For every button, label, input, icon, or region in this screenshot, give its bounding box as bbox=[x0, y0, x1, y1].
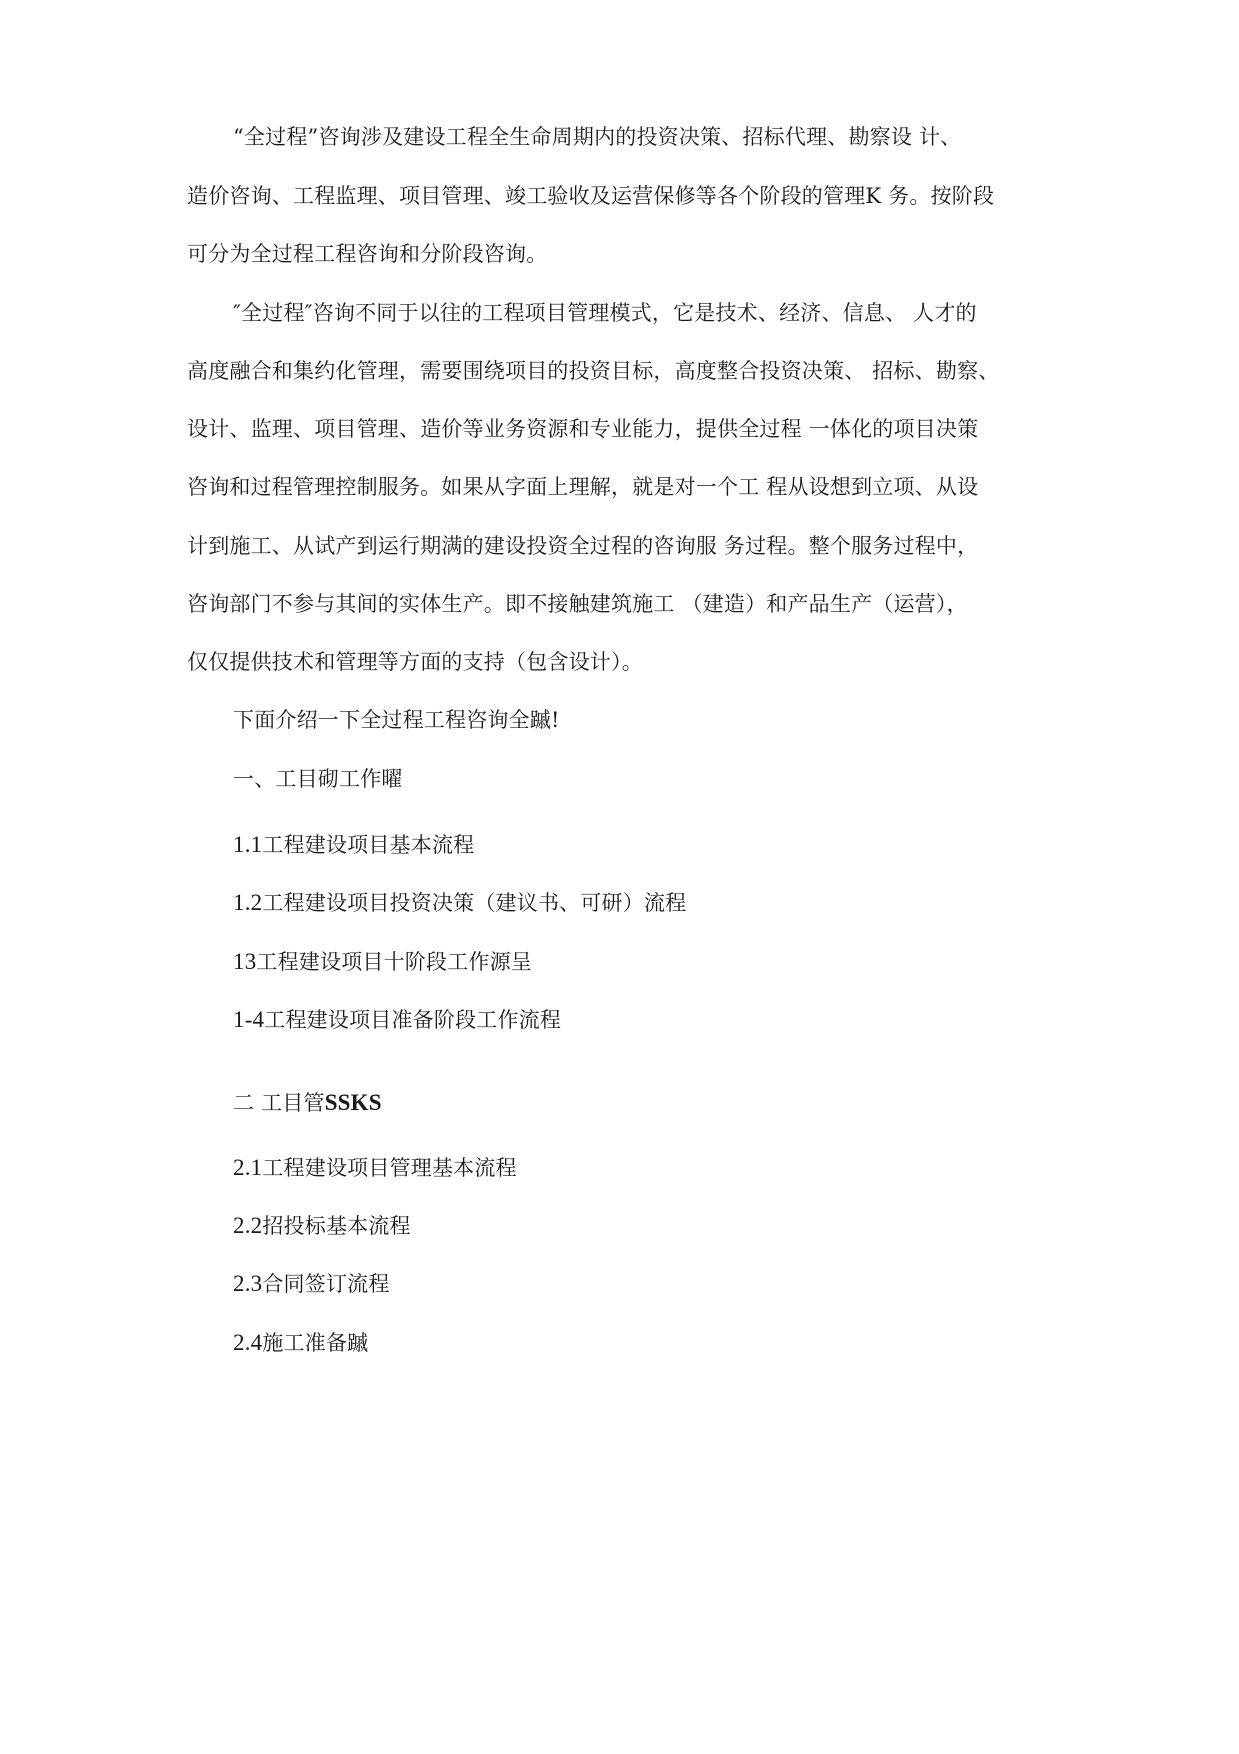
item-text: 工程建设项目准备阶段工作流程 bbox=[264, 1008, 562, 1032]
section1-item-2 bbox=[233, 890, 686, 916]
section2-heading-latin: SSKS bbox=[324, 1090, 382, 1115]
section2-heading bbox=[233, 1090, 382, 1116]
item-number: 13 bbox=[233, 949, 257, 974]
section1-item-4 bbox=[233, 1007, 561, 1033]
paragraph2-line-3: 设计、监理、项目管理、造价等业务资源和专业能力，提供全过程 一体化的项目决策 bbox=[187, 417, 979, 441]
section1-item-1 bbox=[233, 832, 474, 858]
paragraph2-line-1: ″全过程″咨询不同于以往的工程项目管理模式，它是技术、经济、信息、 人才的 bbox=[233, 301, 977, 325]
item-text: 招投标基本流程 bbox=[262, 1214, 411, 1238]
item-number: 2.2 bbox=[233, 1213, 263, 1238]
item-text: 施工准备䠞 bbox=[262, 1331, 369, 1355]
section1-item-3 bbox=[233, 949, 532, 975]
item-number: 2.4 bbox=[233, 1330, 263, 1355]
intro-text: 下面介绍一下全过程工程咨询全䠞! bbox=[233, 708, 560, 732]
item-number: 2.1 bbox=[233, 1155, 263, 1180]
item-number: 1.2 bbox=[233, 890, 263, 915]
paragraph2-line-2: 高度融合和集约化管理，需要围绕项目的投资目标，高度整合投资决策、 招标、勘察、 bbox=[187, 359, 1000, 383]
paragraph2-line-4: 咨询和过程管理控制服务。如果从字面上理解，就是对一个工 程从设想到立项、从设 bbox=[187, 475, 979, 499]
paragraph1-line-2: 造价咨询、工程监理、项目管理、竣工验收及运营保修等各个阶段的管理K 务。按阶段 bbox=[187, 184, 995, 208]
paragraph1-line-1: “全过程”咨询涉及建设工程全生命周期内的投资决策、招标代理、勘察设 计、 bbox=[233, 125, 962, 149]
section2-item-1 bbox=[233, 1155, 517, 1181]
paragraph2-line-7: 仅仅提供技术和管理等方面的支持（包含设计）。 bbox=[187, 650, 643, 674]
paragraph2-line-6: 咨询部门不参与其间的实体生产。即不接触建筑施工 （建造）和产品生产（运营）， bbox=[187, 592, 968, 616]
item-text: 工程建设项目基本流程 bbox=[262, 833, 475, 857]
paragraph2-line-5: 计到施工、从试产到运行期满的建设投资全过程的咨询服 务过程。整个服务过程中， bbox=[187, 534, 979, 558]
item-text: 工程建设项目投资决策（建议书、可研）流程 bbox=[262, 891, 687, 915]
section2-item-4 bbox=[233, 1330, 368, 1356]
item-number: 1-4 bbox=[233, 1007, 265, 1032]
section1-heading: 一、工目砌工作曜 bbox=[233, 767, 403, 791]
paragraph1-line-3: 可分为全过程工程咨询和分阶段咨询。 bbox=[187, 242, 548, 266]
item-number: 1.1 bbox=[233, 832, 263, 857]
section2-heading-prefix: 二 工目管 bbox=[233, 1091, 325, 1115]
section2-item-2 bbox=[233, 1213, 411, 1239]
item-text: 工程建设项目管理基本流程 bbox=[262, 1156, 517, 1180]
item-text: 合同签订流程 bbox=[262, 1272, 390, 1296]
item-number: 2.3 bbox=[233, 1271, 263, 1296]
item-text: 工程建设项目十阶段工作源呈 bbox=[256, 950, 533, 974]
section2-item-3 bbox=[233, 1271, 390, 1297]
